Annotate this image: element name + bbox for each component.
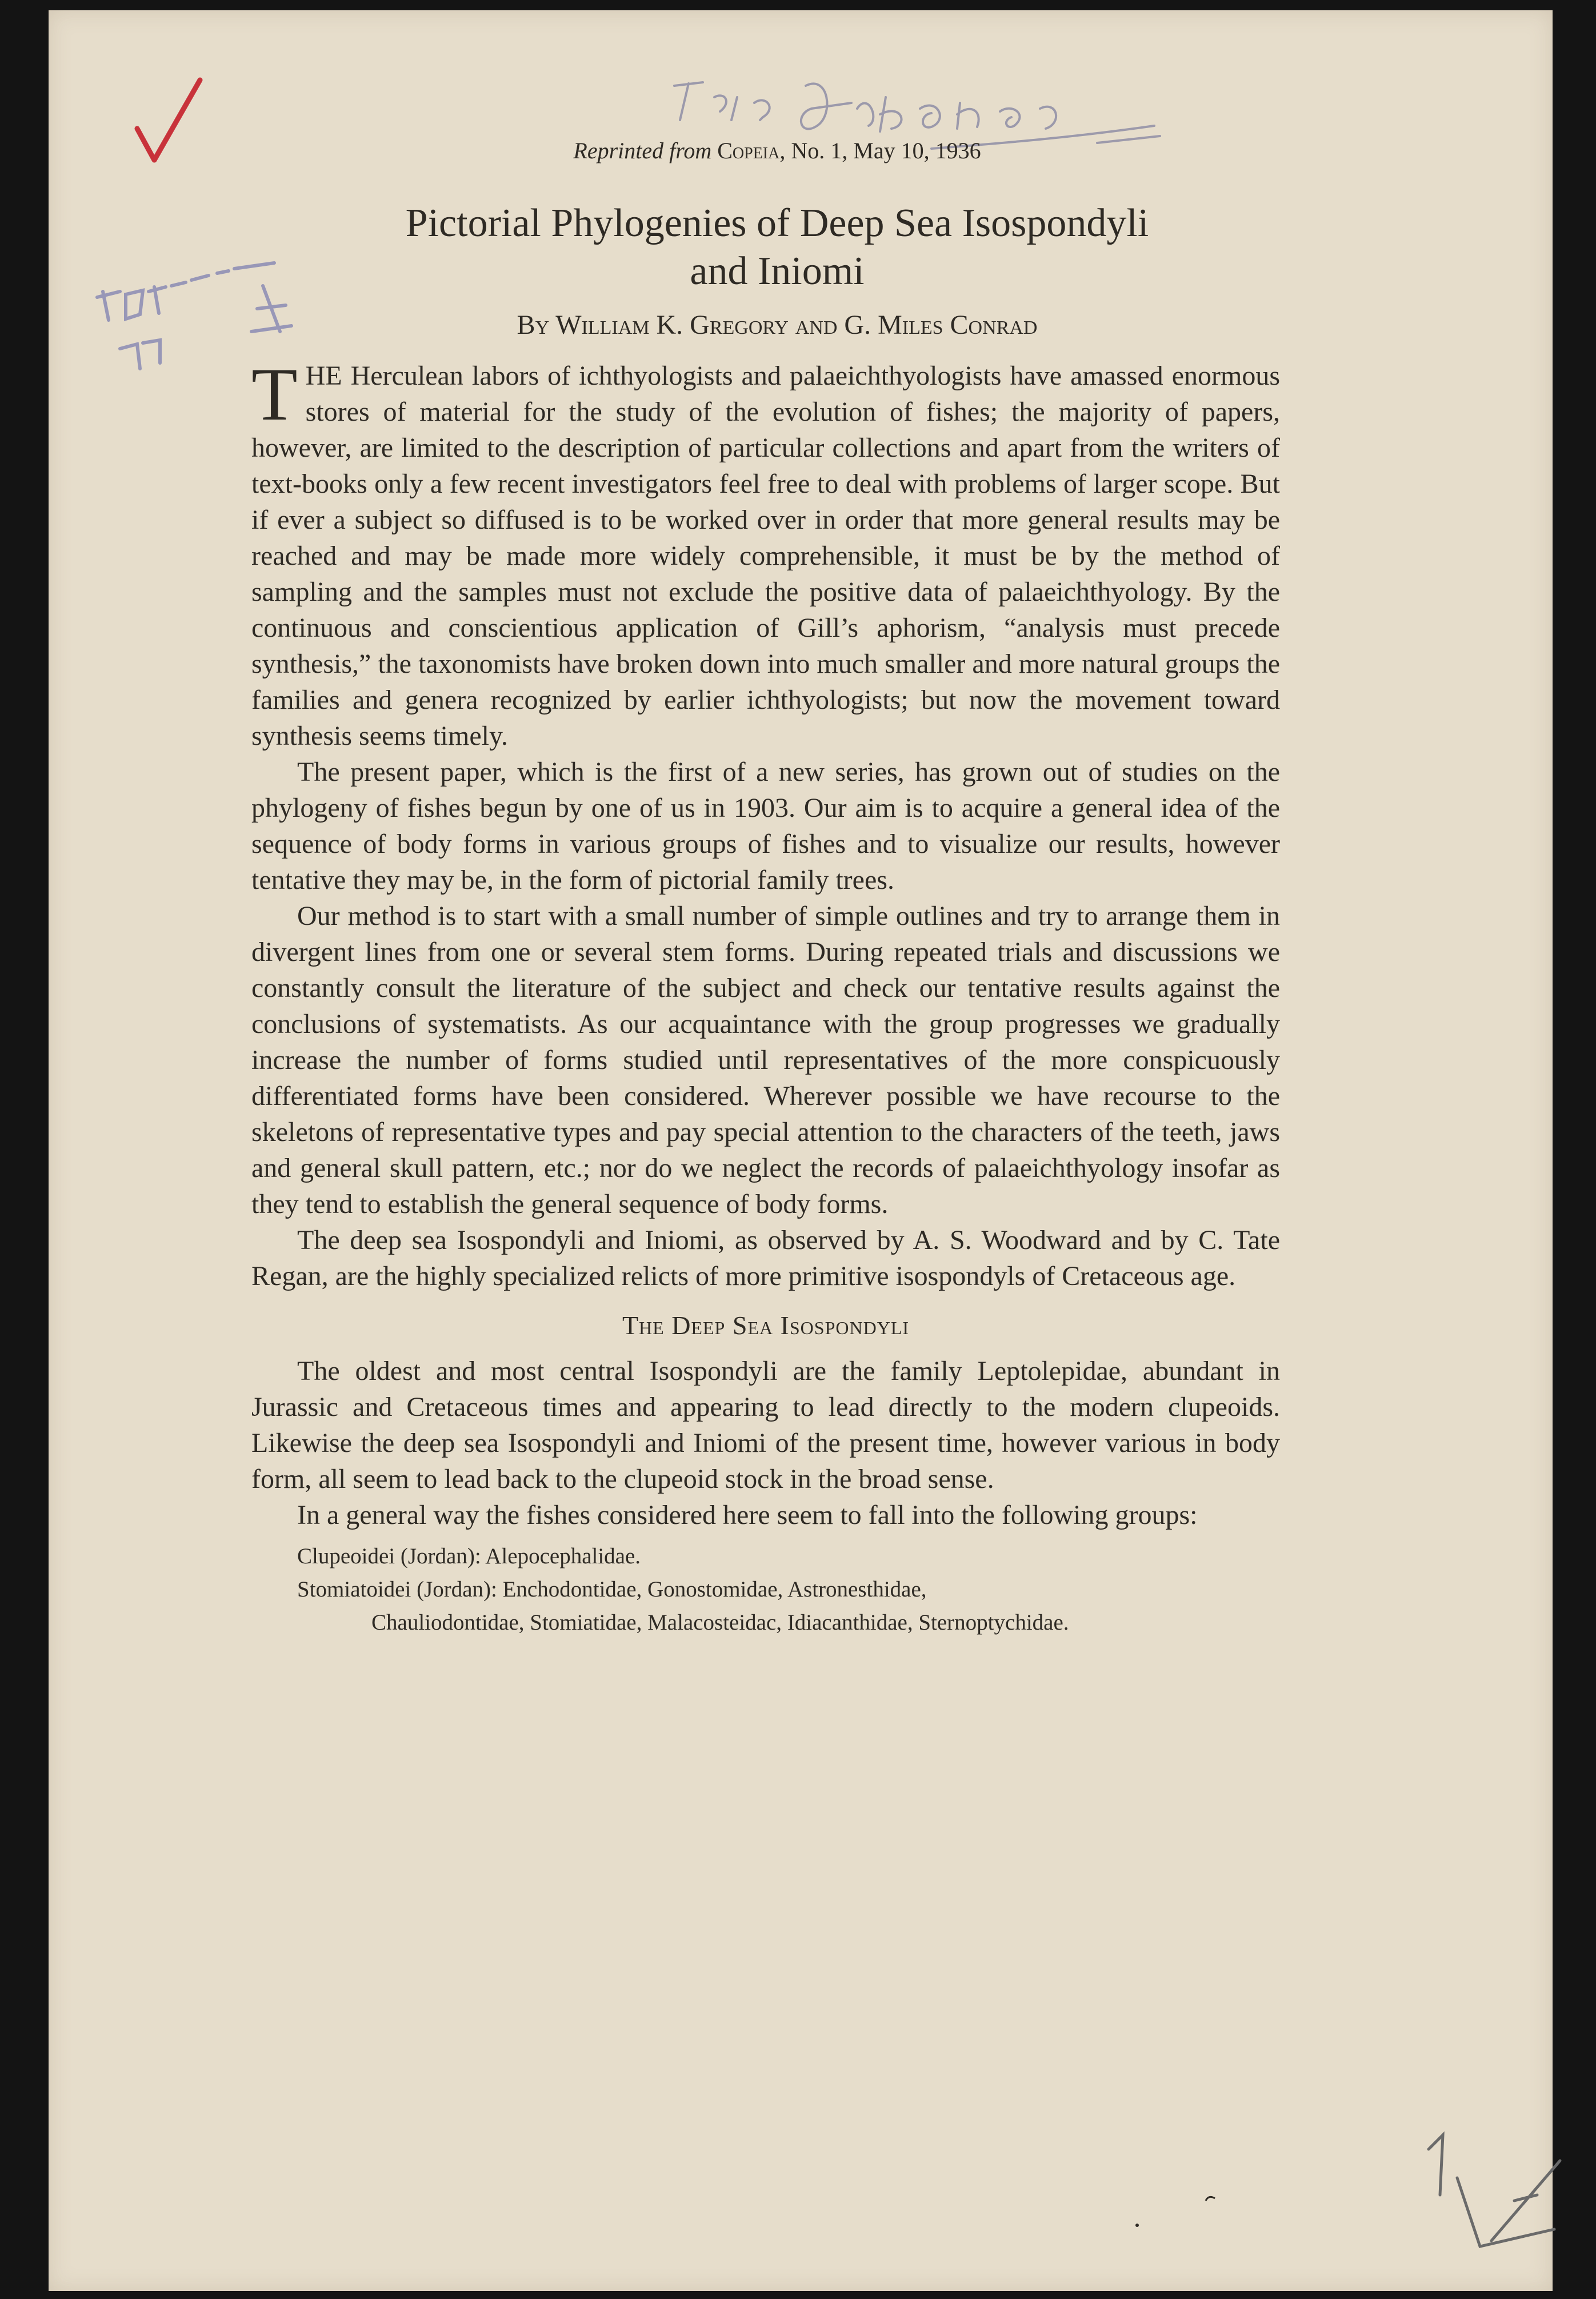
paragraph-1 [251, 352, 1280, 754]
paragraph-5: The oldest and most central Isospondyli are the family Leptolepidae, abundant in Jurassic and Cretaceous times and appearing to lead directly to the modern clupeoids. Likewise the deep sea Isospondyli and Iniomi of the present time, however various in body form, all seem to lead back to the clupeoid stock in the broad sense. [251, 1356, 1280, 1494]
article-title [251, 199, 1280, 296]
paragraph-2: The present paper, which is the first of a new series, has grown out of studies on the phylogeny of fishes begun by one of us in 1903. Our aim is to acquire a general idea of the sequence of body forms in various groups of fishes and to visualize our results, however tentative they may be, in the form of pictorial family trees. [251, 757, 1280, 895]
paragraph-4: The deep sea Isospondyli and Iniomi, as observed by A. S. Woodward and by C. Tate Regan, are the highly specialized relicts of more primitive isospondyls of Cretaceous age. [251, 1225, 1280, 1291]
group-stomiatoidei-continued: Chauliodontidae, Stomiatidae, Malacosteidac, Idiacanthidae, Sternoptychidae. [371, 1610, 1069, 1635]
article-content [251, 137, 1280, 1639]
group-stomiatoidei: Stomiatoidei (Jordan): Enchodontidae, Gonostomidae, Astronesthidae, [297, 1577, 927, 1602]
title-line-2: and Iniomi [690, 249, 865, 293]
paragraph-3: Our method is to start with a small number of simple outlines and try to arrange them in divergent lines from one or several stem forms. During repeated trials and discussions we constantly consult the literature of the subject and check our tentative results against the conclusions of systematists. As our acquaintance with the group progresses we gradually increase the number of forms studied until representatives of the more conspicuously differentiated forms have been considered. Wherever possible we have recourse to the skeletons of representative types and pay special attention to the characters of the teeth, jaws and general skull pattern, etc.; nor do we neglect the records of palaeichthyology insofar as they tend to establish the general sequence of body forms. [251, 901, 1280, 1219]
drop-cap: T [251, 352, 298, 436]
pencil-corner-number [1417, 2115, 1566, 2264]
paragraph-1-text: HE Herculean labors of ichthyologists and palaeichthyologists have amassed enormous stores of material for the study of the evolution of fishes; the majority of papers, however, are limited to the description of particular collections and apart from the writers of text-books only a few recent investigators feel free to deal with problems of larger scope. But if ever a subject so diffused is to be worked over in order that more general results may be reached and may be made more widely comprehensible, it must be by the method of sampling and the samples must not exclude the positive data of palaeichthyology. By the continuous and conscientious application of Gill’s aphorism, “analysis must precede synthesis,” the taxonomists have broken down into much smaller and more natural groups the families and genera recognized by earlier ichthyologists; but now the movement toward synthesis seems timely. [251, 361, 1280, 751]
journal-name: Copeia, [717, 138, 786, 163]
author-byline: By William K. Gregory and G. Miles Conrad [517, 310, 1038, 340]
issue-info: No. 1, May 10, 1936 [791, 138, 981, 163]
section-heading: The Deep Sea Isospondyli [622, 1311, 910, 1340]
groups-list [251, 1540, 1280, 1639]
paragraph-6: In a general way the fishes considered here seem to fall into the following groups: [297, 1500, 1198, 1530]
group-clupeoidei: Clupeoidei (Jordan): Alepocephalidae. [297, 1544, 641, 1568]
ink-speck [1205, 2195, 1216, 2202]
reprint-line [251, 137, 1280, 164]
reprint-prefix: Reprinted from [573, 138, 712, 163]
title-line-1: Pictorial Phylogenies of Deep Sea Isospondyli [405, 201, 1149, 245]
ink-speck [1134, 2222, 1140, 2228]
red-check-mark [131, 74, 206, 171]
